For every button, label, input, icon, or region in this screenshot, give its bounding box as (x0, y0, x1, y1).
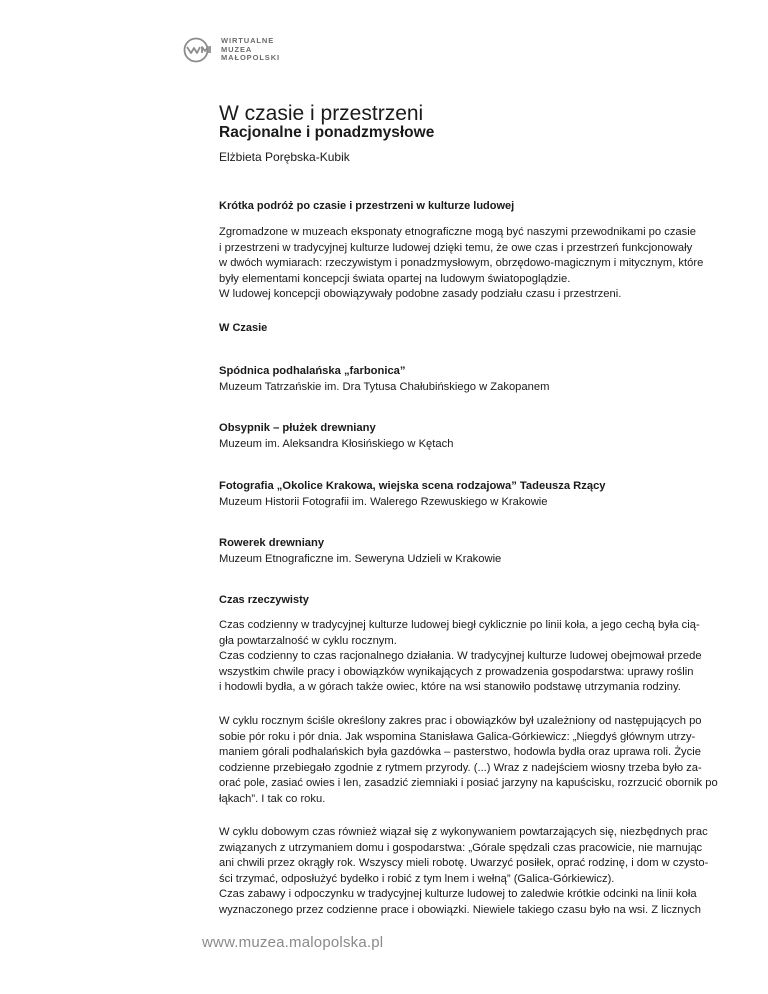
text-line: W cyklu dobowym czas również wiązał się z wykonywaniem powtarzających się, niezbędnych prac (219, 826, 708, 838)
exhibit-item[interactable] (219, 364, 549, 395)
exhibit-name[interactable]: Obsypnik – płużek drewniany (219, 422, 376, 434)
text-line: ści trzymać, odposłużyć bydełko i robić z tym lnem i wełną” (Galica-Górkiewicz). (219, 872, 615, 885)
real-time-heading: Czas rzeczywisty (219, 594, 309, 606)
exhibit-name[interactable]: Spódnica podhalańska „farbonica” (219, 365, 406, 377)
logo-mark-icon (183, 37, 215, 63)
exhibit-museum: Muzeum im. Aleksandra Kłosińskiego w Kętach (219, 437, 454, 450)
text-line: wszystkim chwile pracy i obowiązków wynikających z prowadzenia gospodarstwa: uprawy roślin (219, 665, 694, 678)
text-line: ani chwili przez okrągły rok. Wszyscy mieli robotę. Uwarzyć posiłek, oprać rodzinę, i dom w czysto- (219, 857, 709, 870)
text-line: łąkach”. I tak co roku. (219, 792, 326, 805)
text-line: W cyklu rocznym ściśle określony zakres prac i obowiązków był uzależniony od następujących po (219, 715, 702, 727)
text-line: W ludowej koncepcji obowiązywały podobne zasady podziału czasu i przestrzeni. (219, 288, 622, 301)
exhibit-name[interactable]: Rowerek drewniany (219, 537, 325, 549)
text-line: i przestrzeni w tradycyjnej kulturze ludowej dzięki temu, że owe czas i przestrzeń funkcjonowały (219, 241, 693, 254)
text-line: sobie pór roku i pór dnia. Jak wspomina Stanisława Galica-Górkiewicz: „Niegdyś głównym utrzy- (219, 730, 696, 743)
text-line: i hodowli bydła, a w górach także owiec, które na wsi stanowiło podstawę utrzymania rodziny. (219, 681, 681, 694)
footer-url[interactable]: www.muzea.malopolska.pl (202, 934, 384, 951)
logo-line: WIRTUALNE (221, 36, 275, 46)
text-line: Czas codzienny to czas racjonalnego działania. W tradycyjnej kulturze ludowej obejmował przede (219, 650, 702, 663)
text-line: w dwóch wymiarach: rzeczywistym i ponadzmysłowym, obrzędowo-magicznym i mitycznym, które (219, 257, 704, 270)
exhibit-museum: Muzeum Etnograficzne im. Seweryna Udzieli w Krakowie (219, 552, 502, 565)
article-title: W czasie i przestrzeni (219, 102, 424, 125)
text-line: związanych z utrzymaniem domu i gospodarstwa: „Górale spędzali czas pracowicie, nie marnując (219, 841, 703, 854)
intro-paragraph (219, 225, 731, 303)
text-line: Czas codzienny w tradycyjnej kulturze ludowej biegł cyklicznie po linii koła, a jego cechą była cią- (219, 619, 700, 631)
text-line: wyznaczonego przez codzienne prace i obowiązki. Niewiele takiego czasu było na wsi. Z licznych (219, 903, 701, 916)
exhibit-item[interactable] (219, 421, 453, 452)
text-line: Czas zabawy i odpoczynku w tradycyjnej kulturze ludowej to zaledwie krótkie odcinki na linii koła (219, 888, 697, 901)
intro-heading: Krótka podróż po czasie i przestrzeni w kulturze ludowej (219, 200, 515, 212)
logo-text (221, 37, 280, 63)
text-line: gła powtarzalność w cyklu rocznym. (219, 634, 397, 647)
text-line: Zgromadzone w muzeach eksponaty etnograficzne mogą być naszymi przewodnikami po czasie (219, 226, 696, 238)
exhibit-item[interactable] (219, 479, 606, 510)
text-line: orać pole, zasiać owies i len, zasadzić ziemniaki i posiać jarzyny na kapuścisku, rozrzucić obornik po (219, 777, 718, 790)
exhibit-name[interactable]: Fotografia „Okolice Krakowa, wiejska scena rodzajowa” Tadeusza Rzący (219, 480, 606, 492)
article-subtitle: Racjonalne i ponadzmysłowe (219, 124, 435, 141)
section-time-heading: W Czasie (219, 322, 268, 334)
real-time-paragraph-1 (219, 618, 731, 696)
site-logo[interactable] (183, 37, 280, 63)
text-line: maniem górali podhalańskich była gazdówka – pasterstwo, hodowla bydła oraz uprawa roli. Życie (219, 746, 701, 759)
exhibit-museum: Muzeum Historii Fotografii im. Walerego Rzewuskiego w Krakowie (219, 495, 548, 508)
text-line: były elementami koncepcji świata opartej na ludowym światopoglądzie. (219, 272, 571, 285)
real-time-paragraph-2 (219, 714, 731, 808)
article-author: Elżbieta Porębska-Kubik (219, 150, 350, 164)
exhibit-item[interactable] (219, 536, 501, 567)
real-time-paragraph-3 (219, 825, 731, 919)
text-line: codzienne przebiegało zgodnie z rytmem przyrody. (...) Wraz z nadejściem wiosny trzeba było za- (219, 761, 702, 774)
exhibit-museum: Muzeum Tatrzańskie im. Dra Tytusa Chałubińskiego w Zakopanem (219, 380, 550, 393)
logo-line: MUZEA (221, 44, 253, 54)
logo-line: MAŁOPOLSKI (221, 53, 280, 63)
